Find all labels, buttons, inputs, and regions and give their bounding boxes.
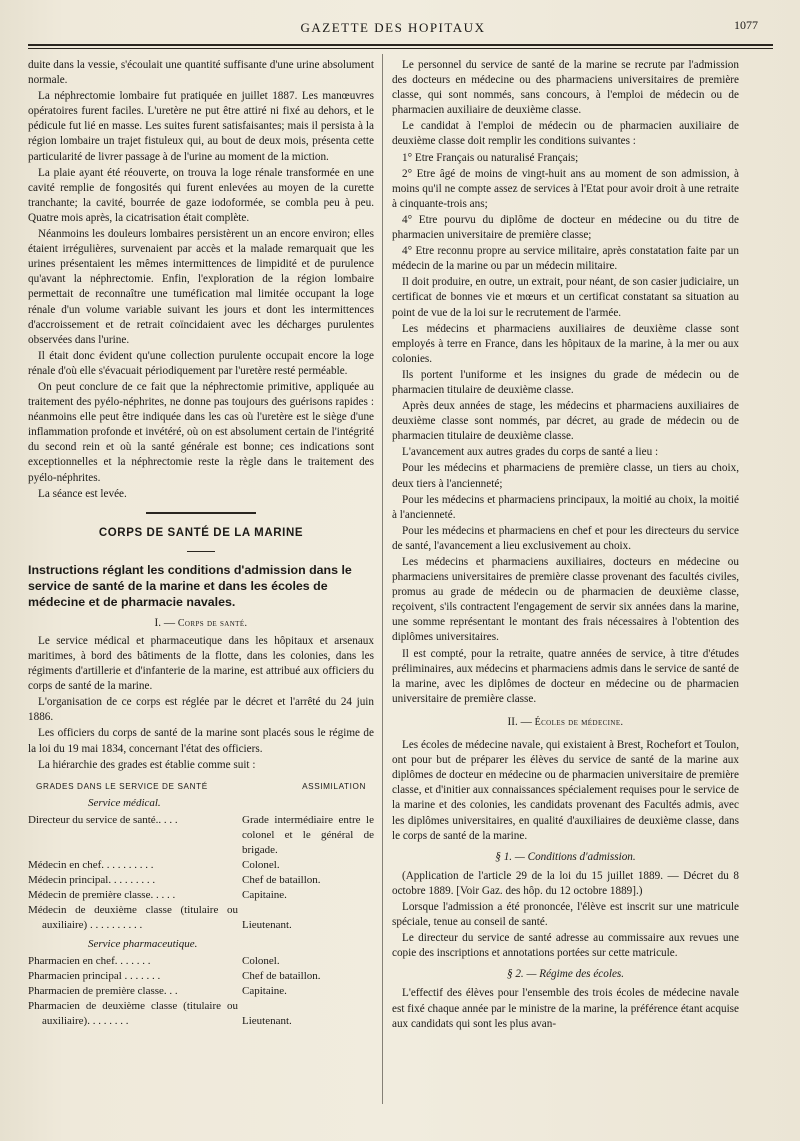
- part-title: Écoles de médecine.: [534, 716, 624, 728]
- section-separator: [146, 512, 256, 514]
- grade-cell: Médecin de deuxième classe (titulaire ou auxiliaire) . . . . . . . . . .: [28, 903, 238, 931]
- rank-cell: Capitaine.: [242, 985, 287, 998]
- paragraph: L'effectif des élèves pour l'ensemble des trois écoles de médecine navale est fixé chaque année par le ministre de la marine, la préférence étant acquise aux candidats qui sont les plus avan-: [392, 987, 739, 1030]
- paragraph: Il est compté, pour la retraite, quatre années de service, à titre d'études préliminaires, aux médecins et pharmaciens admis dans le service de santé de la marine, avec les diplômes de docteur en médecine ou de pharmacien universitaire de première classe.: [392, 647, 739, 705]
- paragraph: 1° Etre Français ou naturalisé Français;: [402, 151, 579, 164]
- paragraph: Le directeur du service de santé adresse au commissaire aux revues une copie des inscriptions et annotations portées sur cette matricule.: [392, 932, 739, 960]
- column-divider: [382, 54, 383, 1104]
- paragraph: Pour les médecins et pharmaciens en chef et pour les directeurs du service de santé, l'avancement a lieu exclusivement au choix.: [392, 524, 739, 552]
- header-rule: [28, 44, 773, 49]
- table-row: [28, 984, 374, 999]
- subsection-title: § 2. — Régime des écoles.: [506, 968, 625, 981]
- page-number: 1077: [734, 18, 758, 32]
- paragraph: Le personnel du service de santé de la marine se recrute par l'admission des docteurs en médecine ou des pharmaciens universitaires de première classe, qui sont nommés, sans concours, à l'emploi de médecin ou de pharmacien auxiliaire de deuxième classe.: [392, 59, 739, 117]
- grades-column-head: GRADES DANS LE SERVICE DE SANTÉ: [36, 781, 208, 791]
- grade-cell: Pharmacien de première classe. . .: [28, 985, 178, 998]
- rank-cell: Capitaine.: [242, 888, 287, 901]
- table-row: [28, 888, 374, 903]
- grades-table-header: [28, 779, 374, 794]
- grade-cell: Médecin en chef. . . . . . . . . .: [28, 858, 154, 871]
- paragraph: Les officiers du corps de santé de la marine sont placés sous le régime de la loi du 19 mai 1834, concernant l'état des officiers.: [28, 727, 374, 755]
- part-number: I. —: [154, 616, 176, 629]
- part-number: II. —: [507, 715, 532, 728]
- table-row: [28, 813, 374, 858]
- assimilation-column-head: ASSIMILATION: [302, 781, 366, 791]
- paragraph: La séance est levée.: [38, 487, 127, 500]
- part-title: Corps de santé.: [177, 617, 248, 629]
- right-column: [392, 58, 739, 1098]
- instructions-title: Instructions réglant les conditions d'admission dans le service de santé de la marine et dans les écoles de médecine et de pharmacie navales.: [28, 562, 352, 609]
- paragraph: 4° Etre reconnu propre au service militaire, après constatation faite par un médecin de la marine ou par un médecin militaire.: [392, 245, 739, 273]
- part-heading: [28, 616, 374, 631]
- paragraph: 2° Etre âgé de moins de vingt-huit ans au moment de son admission, à moins qu'il ne compte assez de services à l'Etat pour avoir droit à une retraite à cinquante-trois ans;: [392, 167, 739, 210]
- grade-cell: Pharmacien en chef. . . . . . .: [28, 955, 151, 968]
- paragraph: Les médecins et pharmaciens auxiliaires, docteurs en médecine ou pharmaciens universitaires de première classe provenant des facultés civiles, promus au grade de médecin ou de pharmacien de deuxième classe, reçoivent, s'ils contractent l'engagement de servir six années dans la marine, une somme représentant le montant des frais nécessaires à l'obtention des diplômes universitaires.: [392, 556, 739, 644]
- paragraph: Le candidat à l'emploi de médecin ou de pharmacien auxiliaire de deuxième classe doit remplir les conditions suivantes :: [392, 120, 739, 148]
- part-heading: [392, 715, 739, 730]
- paragraph: L'organisation de ce corps est réglée par le décret et l'arrêté du 24 juin 1886.: [28, 696, 374, 724]
- paragraph: Il était donc évident qu'une collection purulente occupait encore la loge rénale d'où elle s'évacuait périodiquement par l'uretère resté perméable.: [28, 349, 374, 377]
- page-header: [28, 14, 758, 42]
- pharmaceutical-service-label: Service pharmaceutique.: [88, 937, 198, 950]
- paragraph: Ils portent l'uniforme et les insignes du grade de médecin ou de pharmacien titulaire de deuxième classe.: [392, 368, 739, 396]
- paragraph: L'avancement aux autres grades du corps de santé a lieu :: [402, 446, 659, 459]
- medical-grades: [28, 813, 374, 933]
- paragraph: La néphrectomie lombaire fut pratiquée en juillet 1887. Les manœuvres opératoires furent faciles. L'uretère ne put être attiré ni fixé au dehors, et le pédicule fut lié en masse. Les suites furent satisfaisantes; mais il persista à la région lombaire un trajet fistuleux qui, au bout de deux mois, présenta cette particularité de livrer passage à de l'urine au moment de la miction.: [28, 90, 374, 163]
- medical-service-label: Service médical.: [88, 796, 161, 809]
- table-row: [28, 999, 374, 1029]
- table-row: [28, 954, 374, 969]
- paragraph: Les médecins et pharmaciens auxiliaires de deuxième classe sont employés à terre en France, dans les hôpitaux de la marine, à la mer ou aux colonies.: [392, 322, 739, 365]
- table-row: [28, 873, 374, 888]
- grade-cell: Pharmacien principal . . . . . . .: [28, 970, 161, 983]
- table-row: [28, 903, 374, 933]
- section-title: CORPS DE SANTÉ DE LA MARINE: [98, 526, 304, 539]
- grade-cell: Médecin principal. . . . . . . . .: [28, 873, 156, 886]
- left-column: [28, 58, 374, 1098]
- paragraph: Les écoles de médecine navale, qui existaient à Brest, Rochefort et Toulon, ont pour but de préparer les élèves du service de santé de la marine aux diplômes de docteur en médecine ou de pharmacien universitaire de première classe, et d'initier aux connaissances spécialement requises pour le service de la marine et des colonies, les candidats provenant des Facultés admis, avec les diplômes universitaires, en qualité d'auxiliaires de deuxième classe, dans le corps de santé de la marine.: [392, 739, 739, 842]
- paragraph: Néanmoins les douleurs lombaires persistèrent un an encore environ; elles étaient irrégulières, survenaient par accès et la malade remarquait que les urines présentaient les mêmes intermittences de limpidité et de purulence qu'avant la néphrectomie. Enfin, l'exploration de la région lombaire permettait de reconnaître une tuméfication mal limitée occupant la loge rénale d'un volume variable suivant les jours et dont les intermittences d'accroissement et de retrait coïncidaient avec les décharges purulentes observées dans l'urine.: [28, 228, 374, 346]
- grade-cell: Pharmacien de deuxième classe (titulaire ou auxiliaire). . . . . . . .: [28, 1000, 238, 1028]
- rank-cell: Lieutenant.: [242, 1015, 292, 1028]
- running-title: GAZETTE DES HOPITAUX: [300, 20, 486, 35]
- paragraph: La hiérarchie des grades est établie comme suit :: [38, 758, 256, 771]
- subsection-title: § 1. — Conditions d'admission.: [495, 850, 636, 863]
- paragraph: Après deux années de stage, les médecins et pharmaciens auxiliaires de deuxième classe sont nommés, par décret, au grade de médecin ou de pharmacien titulaire de deuxième classe.: [392, 400, 739, 443]
- paragraph: La plaie ayant été réouverte, on trouva la loge rénale transformée en une cavité remplie de fongosités qui furent enlevées au moyen de la curette tranchante; la cavité, bourrée de gaze iodoformée, se combla peu à peu. Quatre mois après, la cicatrisation était complète.: [28, 166, 374, 224]
- paragraph: Il doit produire, en outre, un extrait, pour néant, de son casier judiciaire, un certificat de bonnes vie et mœurs et un certificat constatant sa situation au point de vue de la loi sur le recrutement de l'armée.: [392, 276, 739, 319]
- table-row: [28, 858, 374, 873]
- paragraph: Lorsque l'admission a été prononcée, l'élève est inscrit sur une matricule spéciale, tenue au conseil de santé.: [392, 900, 739, 929]
- paragraph: Pour les médecins et pharmaciens principaux, la moitié au choix, la moitié à l'ancienneté.: [392, 493, 739, 521]
- paragraph: Pour les médecins et pharmaciens de première classe, un tiers au choix, deux tiers à l'ancienneté;: [392, 462, 739, 490]
- rank-cell: Colonel.: [242, 955, 280, 968]
- table-row: [28, 969, 374, 984]
- paragraph: On peut conclure de ce fait que la néphrectomie primitive, appliquée au traitement des pyélo-néphrites, ne donne pas toujours des guérisons rapides : néanmoins elle peut être indiquée dans les cas où l'uretère est le siège d'une inflammation profonde et invétéré, où on est absolument certain de l'intégrité du second rein et où la santé générale est bonne; ces indications sont exceptionnelles et la néphrectomie reste la règle dans le traitement des pyélo-néphrites.: [28, 380, 374, 484]
- rank-cell: Grade intermédiaire entre le colonel et le général de brigade.: [242, 813, 374, 856]
- paragraph: Le service médical et pharmaceutique dans les hôpitaux et arsenaux maritimes, à bord des bâtiments de la flotte, dans les colonies, dans les régiments d'artillerie et d'infanterie de la marine, est attribué aux officiers du corps de santé de la marine.: [28, 634, 374, 693]
- grade-cell: Directeur du service de santé.. . . .: [28, 813, 178, 826]
- rank-cell: Colonel.: [242, 858, 280, 871]
- rank-cell: Lieutenant.: [242, 918, 292, 931]
- short-rule: [187, 551, 215, 552]
- rank-cell: Chef de bataillon.: [242, 970, 321, 983]
- pharmaceutical-grades: [28, 954, 374, 1029]
- rank-cell: Chef de bataillon.: [242, 873, 321, 886]
- paragraph: duite dans la vessie, s'écoulait une quantité suffisante d'une urine absolument normale.: [28, 59, 374, 87]
- paragraph: 4° Etre pourvu du diplôme de docteur en médecine ou du titre de pharmacien universitaire de première classe;: [392, 213, 739, 242]
- grade-cell: Médecin de première classe. . . . .: [28, 888, 176, 901]
- paragraph: (Application de l'article 29 de la loi du 15 juillet 1889. — Décret du 8 octobre 1889. [Voir Gaz. des hôp. du 12 octobre 1889].): [392, 869, 739, 897]
